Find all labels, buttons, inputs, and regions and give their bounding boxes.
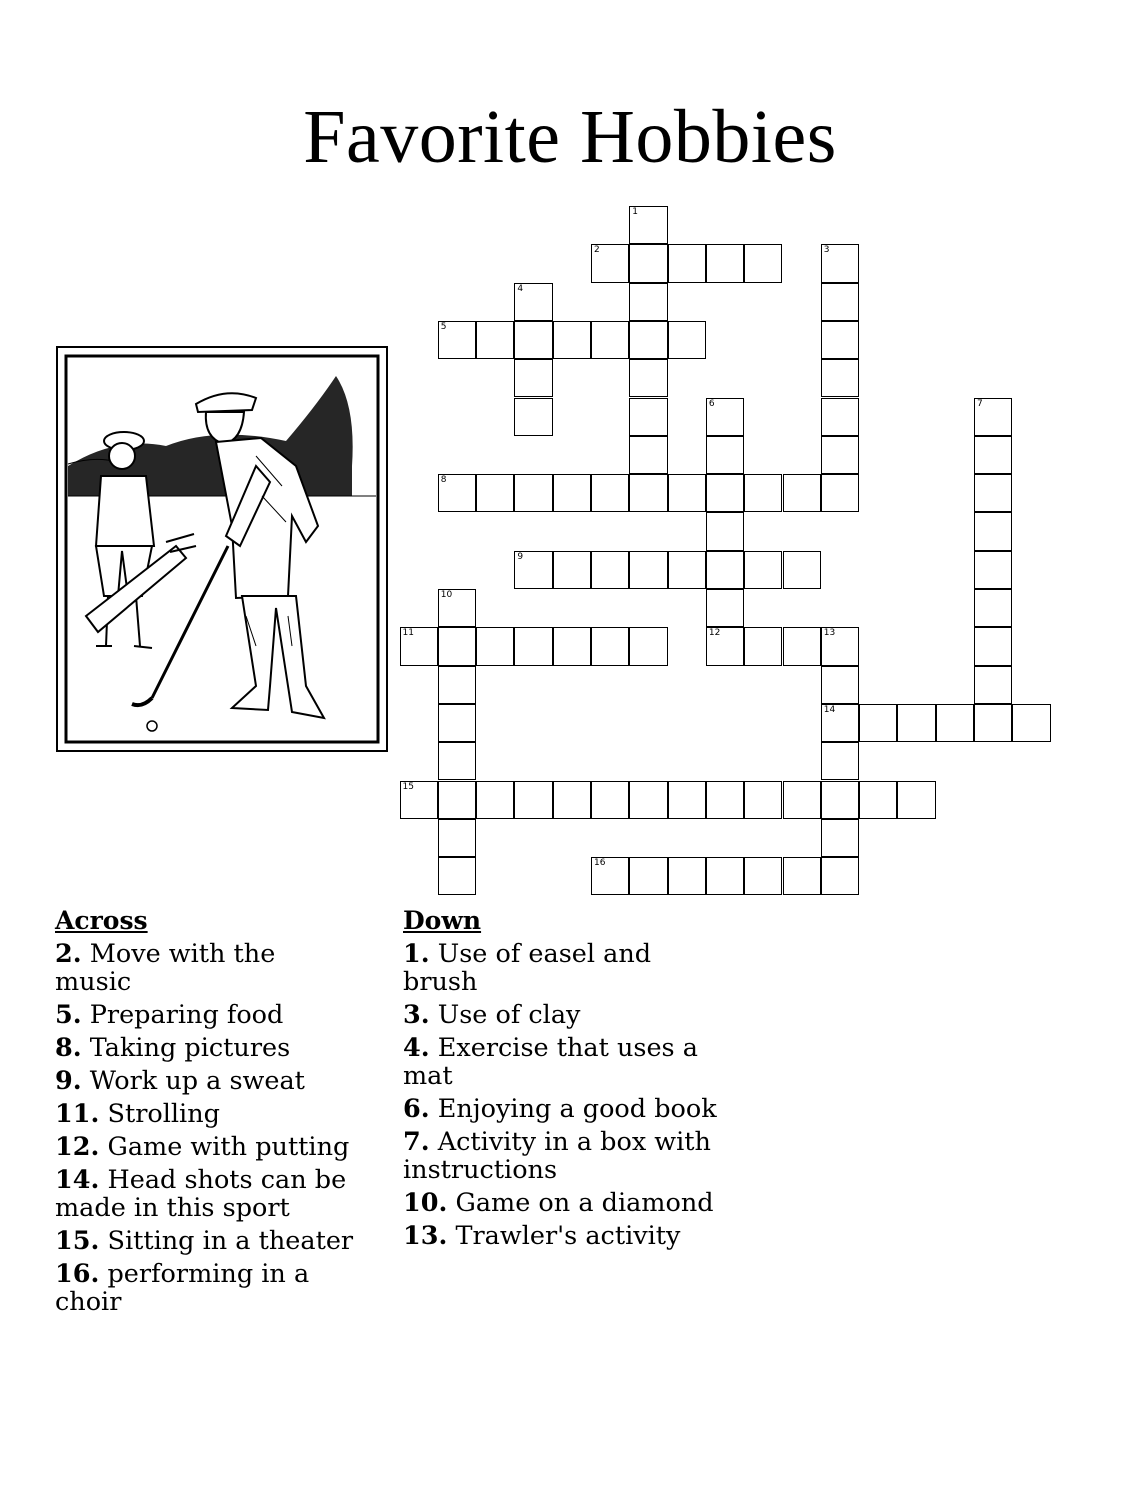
grid-cell[interactable] [514,781,552,819]
clue-number: 8. [55,1033,82,1063]
clue-number: 5. [55,1000,82,1030]
grid-cell[interactable] [706,781,744,819]
grid-cell[interactable] [591,244,629,282]
grid-cell[interactable] [514,359,552,397]
grid-cell[interactable] [744,627,782,665]
grid-cell[interactable] [438,857,476,895]
clue-item [403,1001,723,1029]
clue-text: Preparing food [89,1000,284,1030]
cell-number: 5 [440,321,447,332]
grid-cell[interactable] [936,704,974,742]
grid-cell[interactable] [783,551,821,589]
grid-cell[interactable] [514,474,552,512]
clue-item [403,1222,723,1250]
grid-cell[interactable] [629,857,667,895]
cell-number: 12 [708,628,721,639]
cell-number: 16 [594,858,606,869]
grid-cell[interactable] [591,781,629,819]
page-title: Favorite Hobbies [303,95,837,179]
grid-cell[interactable] [438,742,476,780]
grid-cell[interactable] [629,283,667,321]
grid-cell[interactable] [668,474,706,512]
clue-number: 14. [55,1165,100,1195]
cell-number: 8 [440,475,447,486]
grid-cell[interactable] [821,819,859,857]
grid-cell[interactable] [476,474,514,512]
clue-text: Head shots can be made in this sport [55,1165,347,1223]
clue-number: 2. [55,939,82,969]
grid-cell[interactable] [859,781,897,819]
clue-number: 1. [403,939,430,969]
grid-cell[interactable] [629,244,667,282]
grid-cell[interactable] [629,398,667,436]
grid-cell[interactable] [974,627,1012,665]
grid-cell[interactable] [400,627,438,665]
clue-number: 11. [55,1099,100,1129]
grid-cell[interactable] [821,283,859,321]
clue-number: 7. [403,1127,430,1157]
grid-cell[interactable] [668,244,706,282]
grid-cell[interactable] [591,857,629,895]
golfer-illustration-icon [56,346,388,752]
grid-cell[interactable] [783,474,821,512]
clue-item [403,1034,723,1090]
clue-text: Use of clay [437,1000,581,1030]
grid-cell[interactable] [821,742,859,780]
clue-item [55,1001,355,1029]
clue-text: Sitting in a theater [107,1226,354,1256]
grid-cell[interactable] [706,627,744,665]
clue-number: 9. [55,1066,82,1096]
grid-cell[interactable] [974,551,1012,589]
across-heading: Across [55,906,148,935]
grid-cell[interactable] [897,781,935,819]
cell-number: 15 [402,781,414,792]
clue-number: 10. [403,1188,448,1218]
down-heading: Down [403,906,482,935]
clue-item [55,940,355,996]
clue-item [403,1189,723,1217]
cell-number: 2 [594,245,600,256]
grid-cell[interactable] [668,781,706,819]
grid-cell[interactable] [821,704,859,742]
clue-item [55,1227,355,1255]
clue-number: 4. [403,1033,430,1063]
down-list [403,940,723,1250]
grid-cell[interactable] [706,398,744,436]
grid-cell[interactable] [438,627,476,665]
grid-cell[interactable] [629,436,667,474]
clue-item [55,1100,355,1128]
clue-item [403,1095,723,1123]
grid-cell[interactable] [629,206,667,244]
grid-cell[interactable] [591,474,629,512]
cell-number: 7 [977,398,983,409]
clue-item [403,940,723,996]
grid-cell[interactable] [438,666,476,704]
grid-cell[interactable] [744,244,782,282]
grid-cell[interactable] [897,704,935,742]
grid-cell[interactable] [821,436,859,474]
across-list [55,940,355,1316]
grid-cell[interactable] [514,283,552,321]
grid-cell[interactable] [783,781,821,819]
grid-cell[interactable] [514,627,552,665]
grid-cell[interactable] [974,666,1012,704]
grid-cell[interactable] [744,551,782,589]
clue-item [55,1260,355,1316]
grid-cell[interactable] [744,857,782,895]
grid-cell[interactable] [821,359,859,397]
grid-cell[interactable] [553,474,591,512]
cell-number: 10 [440,590,453,600]
grid-cell[interactable] [744,781,782,819]
grid-cell[interactable] [553,627,591,665]
grid-cell[interactable] [821,627,859,665]
grid-cell[interactable] [553,781,591,819]
clue-text: performing in a choir [55,1259,310,1317]
clue-text: Activity in a box with instructions [403,1127,711,1185]
clue-number: 16. [55,1259,100,1289]
grid-cell[interactable] [553,321,591,359]
clue-item [55,1166,355,1222]
cell-number: 13 [823,628,836,639]
grid-cell[interactable] [438,589,476,627]
clue-item [403,1128,723,1184]
clue-text: Game with putting [107,1132,350,1162]
clue-text: Work up a sweat [89,1066,305,1096]
grid-cell[interactable] [438,704,476,742]
grid-cell[interactable] [706,512,744,550]
across-clues [55,906,355,1321]
grid-cell[interactable] [974,512,1012,550]
grid-cell[interactable] [974,474,1012,512]
grid-cell[interactable] [706,436,744,474]
clue-text: Exercise that uses a mat [403,1033,698,1091]
clue-text: Strolling [107,1099,220,1129]
clue-text: Game on a diamond [455,1188,714,1218]
grid-cell[interactable] [400,781,438,819]
grid-cell[interactable] [783,857,821,895]
grid-cell[interactable] [821,398,859,436]
grid-cell[interactable] [514,321,552,359]
clue-text: Taking pictures [89,1033,291,1063]
grid-cell[interactable] [629,474,667,512]
down-clues [403,906,723,1255]
grid-cell[interactable] [821,666,859,704]
grid-cell[interactable] [668,551,706,589]
clue-number: 3. [403,1000,430,1030]
grid-cell[interactable] [974,398,1012,436]
clue-item [55,1034,355,1062]
clue-item [55,1133,355,1161]
clue-number: 13. [403,1221,448,1251]
grid-cell[interactable] [974,589,1012,627]
grid-cell[interactable] [476,321,514,359]
grid-cell[interactable] [974,436,1012,474]
grid-cell[interactable] [821,321,859,359]
grid-cell[interactable] [744,474,782,512]
grid-cell[interactable] [438,781,476,819]
clue-number: 15. [55,1226,100,1256]
clue-text: Enjoying a good book [437,1094,717,1124]
grid-cell[interactable] [706,589,744,627]
grid-cell[interactable] [629,321,667,359]
grid-cell[interactable] [821,781,859,819]
grid-cell[interactable] [553,551,591,589]
clue-number: 12. [55,1132,100,1162]
clue-number: 6. [403,1094,430,1124]
grid-cell[interactable] [783,627,821,665]
cell-number: 3 [823,245,830,256]
grid-cell[interactable] [706,474,744,512]
grid-cell[interactable] [821,857,859,895]
grid-cell[interactable] [438,819,476,857]
grid-cell[interactable] [591,321,629,359]
clue-text: Move with the music [55,939,276,997]
clue-text: Trawler's activity [455,1221,681,1251]
grid-cell[interactable] [629,359,667,397]
grid-cell[interactable] [668,321,706,359]
grid-cell[interactable] [438,474,476,512]
grid-cell[interactable] [438,321,476,359]
grid-cell[interactable] [514,551,552,589]
grid-cell[interactable] [476,781,514,819]
clue-item [55,1067,355,1095]
cell-number: 1 [632,207,639,217]
grid-cell[interactable] [821,474,859,512]
grid-cell[interactable] [859,704,897,742]
grid-cell[interactable] [706,551,744,589]
cell-number: 6 [708,398,715,409]
grid-cell[interactable] [821,244,859,282]
grid-cell[interactable] [668,857,706,895]
grid-cell[interactable] [591,551,629,589]
cell-number: 11 [402,628,414,639]
grid-cell[interactable] [629,551,667,589]
grid-cell[interactable] [476,627,514,665]
grid-cell[interactable] [706,244,744,282]
grid-cell[interactable] [629,627,667,665]
grid-cell[interactable] [1012,704,1050,742]
clue-text: Use of easel and brush [403,939,652,997]
grid-cell[interactable] [629,781,667,819]
cell-number: 14 [823,704,836,715]
cell-number: 4 [517,283,524,294]
grid-cell[interactable] [974,704,1012,742]
cell-number: 9 [517,551,524,562]
grid-cell[interactable] [514,398,552,436]
grid-cell[interactable] [706,857,744,895]
grid-cell[interactable] [591,627,629,665]
